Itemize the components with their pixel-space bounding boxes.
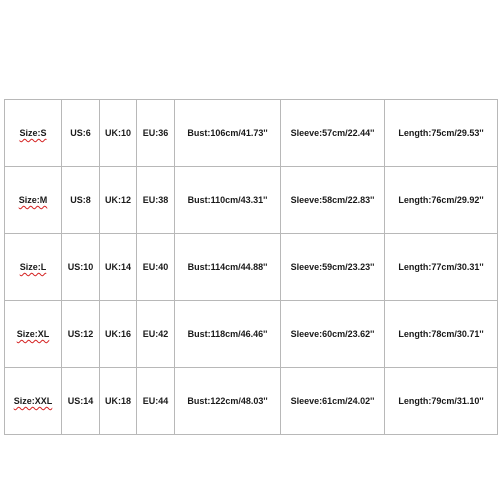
bust-cell: Bust:110cm/43.31'' [175, 167, 281, 234]
size-row-xxl [5, 368, 498, 435]
size-row-s [5, 100, 498, 167]
uk-size-cell: UK:14 [100, 234, 137, 301]
sleeve-cell: Sleeve:58cm/22.83'' [281, 167, 385, 234]
size-cell: Size:S [5, 100, 62, 167]
uk-size-cell: UK:12 [100, 167, 137, 234]
length-cell: Length:78cm/30.71'' [385, 301, 498, 368]
length-cell: Length:79cm/31.10'' [385, 368, 498, 435]
eu-size-cell: EU:38 [137, 167, 175, 234]
size-chart-table [4, 99, 498, 435]
bust-cell: Bust:118cm/46.46'' [175, 301, 281, 368]
us-size-cell: US:14 [62, 368, 100, 435]
sleeve-cell: Sleeve:57cm/22.44'' [281, 100, 385, 167]
length-cell: Length:77cm/30.31'' [385, 234, 498, 301]
bust-cell: Bust:114cm/44.88'' [175, 234, 281, 301]
us-size-cell: US:6 [62, 100, 100, 167]
eu-size-cell: EU:40 [137, 234, 175, 301]
size-cell: Size:M [5, 167, 62, 234]
size-cell: Size:L [5, 234, 62, 301]
eu-size-cell: EU:36 [137, 100, 175, 167]
size-row-xl [5, 301, 498, 368]
size-cell: Size:XL [5, 301, 62, 368]
length-cell: Length:75cm/29.53'' [385, 100, 498, 167]
us-size-cell: US:10 [62, 234, 100, 301]
size-cell: Size:XXL [5, 368, 62, 435]
sleeve-cell: Sleeve:60cm/23.62'' [281, 301, 385, 368]
bust-cell: Bust:106cm/41.73'' [175, 100, 281, 167]
bust-cell: Bust:122cm/48.03'' [175, 368, 281, 435]
uk-size-cell: UK:10 [100, 100, 137, 167]
us-size-cell: US:12 [62, 301, 100, 368]
size-row-l [5, 234, 498, 301]
us-size-cell: US:8 [62, 167, 100, 234]
uk-size-cell: UK:16 [100, 301, 137, 368]
eu-size-cell: EU:42 [137, 301, 175, 368]
size-row-m [5, 167, 498, 234]
sleeve-cell: Sleeve:61cm/24.02'' [281, 368, 385, 435]
sleeve-cell: Sleeve:59cm/23.23'' [281, 234, 385, 301]
length-cell: Length:76cm/29.92'' [385, 167, 498, 234]
eu-size-cell: EU:44 [137, 368, 175, 435]
uk-size-cell: UK:18 [100, 368, 137, 435]
